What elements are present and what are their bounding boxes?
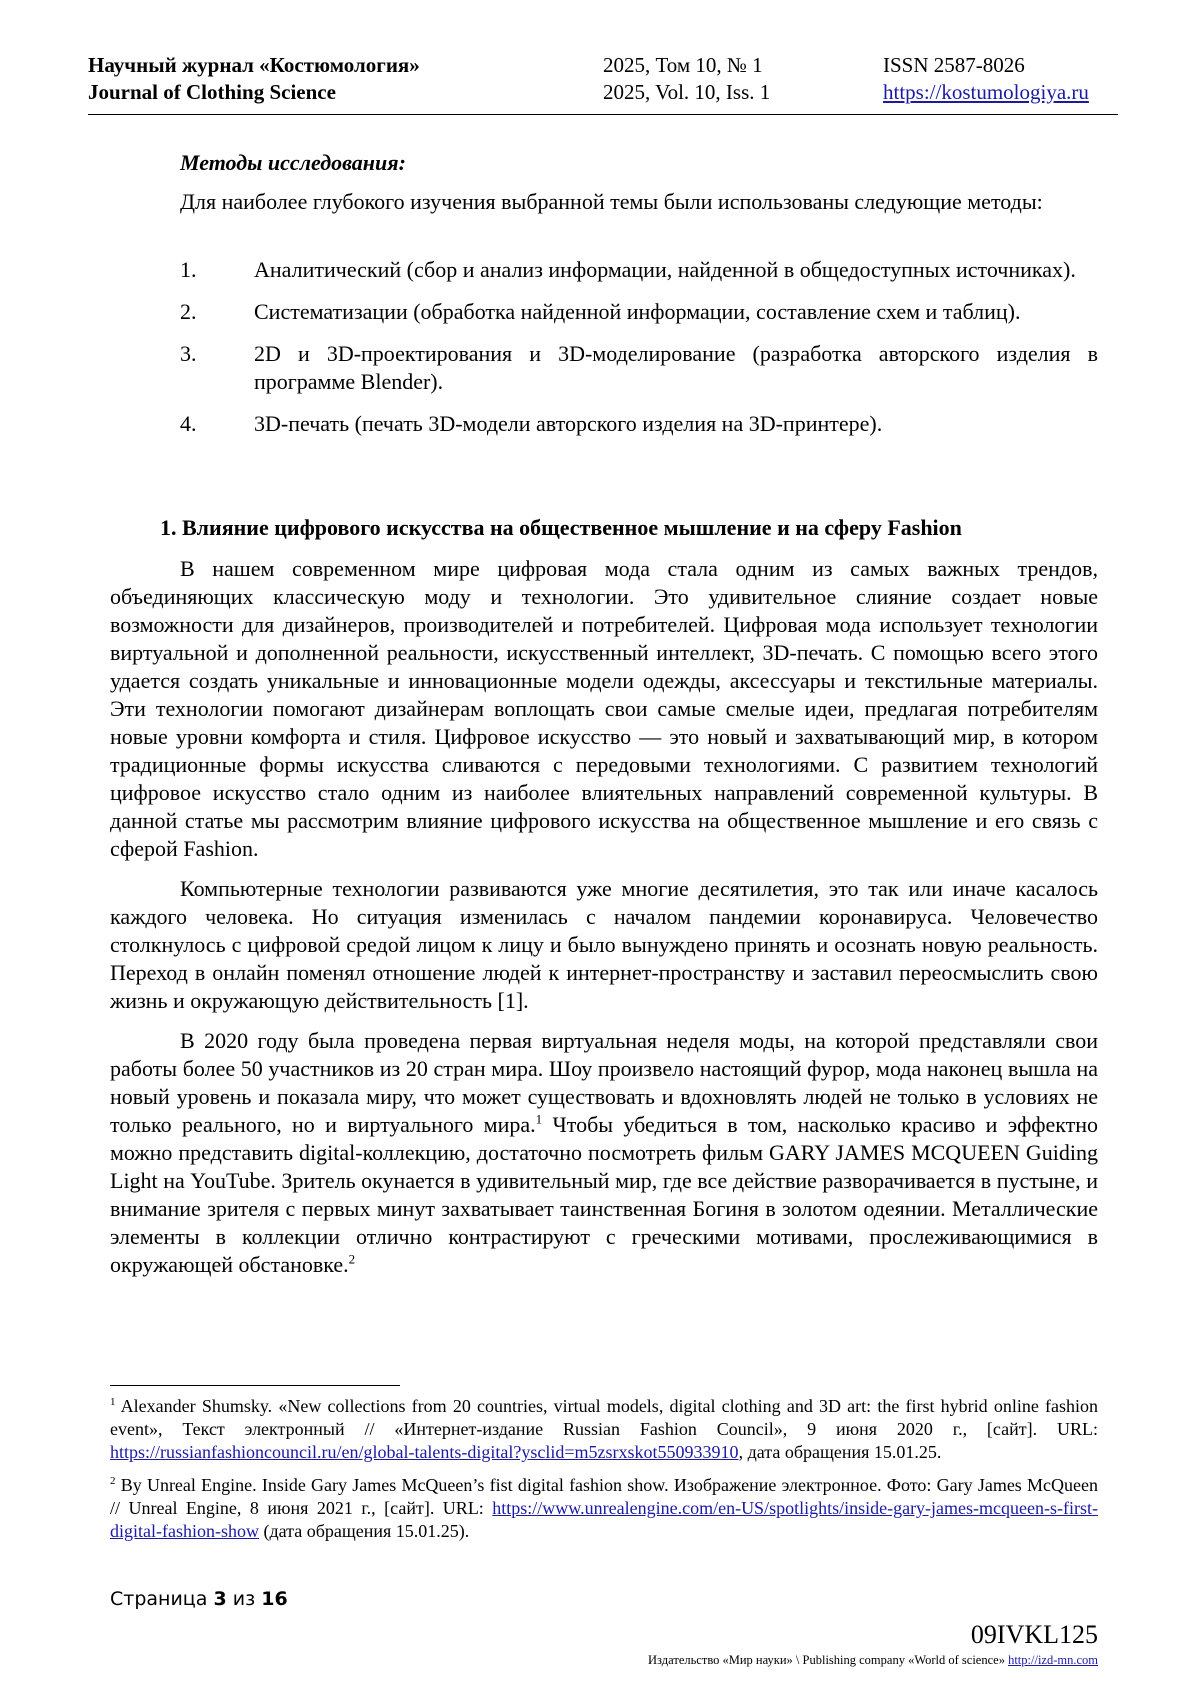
page-current: 3 — [213, 1588, 227, 1610]
list-item-number: 2. — [180, 299, 197, 324]
paragraph-1: В нашем современном мире цифровая мода стала одним из самых важных трендов, объединяющих классическую моду и технологии. Это удивительное слияние создает новые возможности для дизайнеров, производителей и потребителей. Цифровая мода использует технологии виртуальной и дополненной реальности, искусственный интеллект, 3D-печать. С помощью всего этого удается создать уникальные и инновационные модели одежды, аксессуары и текстильные материалы. Эти технологии помогают дизайнерам воплощать свои самые смелые идеи, предлагая потребителям новые уровни комфорта и стиля. Цифровое искусство — это новый и захватывающий мир, в котором традиционные формы искусства сливаются с передовыми технологиями. С развитием технологий цифровое искусство стало одним из наиболее влиятельных направлений современной культуры. В данной статье мы рассмотрим влияние цифрового искусства на общественное мышление и его связь с сферой Fashion. — [110, 556, 1098, 861]
footnote-mark: 2 — [110, 1475, 116, 1487]
footnote-divider — [110, 1385, 400, 1386]
list-item-number: 4. — [180, 411, 197, 436]
paragraph-2: Компьютерные технологии развиваются уже многие десятилетия, это так или иначе касалось каждого человека. Но ситуация изменилась с началом пандемии коронавируса. Человечество столкнулось с цифровой средой лицом к лицу и было вынуждено принять и осознать новую реальность. Переход в онлайн поменял отношение людей к интернет-пространству и заставил переосмыслить свою жизнь и окружающую действительность [1]. — [110, 876, 1098, 1013]
methods-title: Методы исследования: — [180, 150, 406, 175]
footnote-ref-1[interactable]: 1 — [535, 1111, 543, 1127]
footnote-link[interactable]: https://www.unrealengine.com/en-US/spotlights/inside-gary-james-mcqueen-s-first-digital-fashion-show — [110, 1498, 1098, 1541]
journal-title-ru: Научный журнал «Костюмология» — [88, 53, 420, 77]
page-of: из — [232, 1588, 256, 1610]
list-item-text: 2D и 3D-проектирования и 3D-моделирование (разработка авторского изделия в программе Blender). — [254, 341, 1098, 394]
section-body — [110, 555, 1098, 1291]
issn: ISSN 2587-8026 — [883, 53, 1025, 77]
list-item-text: 3D-печать (печать 3D-модели авторского изделия на 3D-принтере). — [254, 411, 883, 436]
methods-intro: Для наиболее глубокого изучения выбранной темы были использованы следующие методы: — [180, 189, 1043, 214]
issue-info — [603, 52, 770, 106]
issue-en: 2025, Vol. 10, Iss. 1 — [603, 80, 771, 104]
footnote-mark: 1 — [110, 1396, 116, 1408]
footnote-tail: (дата обращения 15.01.25). — [258, 1521, 470, 1541]
publisher-link[interactable]: http://izd-mn.com — [1008, 1653, 1098, 1667]
issue-ru: 2025, Том 10, № 1 — [603, 53, 763, 77]
footnote-link[interactable]: https://russianfashioncouncil.ru/en/global-talents-digital?ysclid=m5zsrxskot550933910 — [110, 1442, 739, 1462]
list-item — [180, 256, 1098, 284]
list-item — [180, 298, 1098, 326]
list-item-text: Аналитический (сбор и анализ информации, найденной в общедоступных источниках). — [254, 257, 1076, 282]
footnote-text: Alexander Shumsky. «New collections from 20 countries, virtual models, digital clothing and 3D art: the first hybrid online fashion event», Текст электронный // «Интернет-издание Russian Fashion Council», 9 июня 2020 г., [сайт]. URL: — [110, 1396, 1098, 1439]
footnote-tail: , дата обращения 15.01.25. — [738, 1442, 942, 1462]
footnote-2 — [110, 1474, 1098, 1543]
section-heading: 1. Влияние цифрового искусства на общественное мышление и на сферу Fashion — [160, 515, 962, 540]
footnote-1 — [110, 1395, 1098, 1464]
list-item-number: 3. — [180, 341, 197, 366]
list-item — [180, 340, 1098, 396]
list-item — [180, 410, 1098, 438]
footnote-text: By Unreal Engine. Inside Gary James McQueen’s fist digital fashion show. Изображение электронное. Фото: Gary James McQueen // Unreal Engine, 8 июня 2021 г., [сайт]. URL: — [110, 1475, 1098, 1518]
page-number — [110, 1588, 288, 1610]
publisher-line — [648, 1653, 1098, 1668]
issn-block — [883, 52, 1089, 106]
page-total: 16 — [261, 1588, 288, 1610]
footnotes — [110, 1395, 1098, 1553]
paragraph-3 — [110, 1027, 1098, 1279]
journal-title — [88, 52, 420, 106]
publisher-name: Издательство «Мир науки» \ Publishing company «World of science» — [648, 1653, 1005, 1667]
running-header — [88, 52, 1118, 115]
methods-list — [180, 256, 1098, 452]
footnote-ref-2[interactable]: 2 — [348, 1251, 356, 1267]
page-word: Страница — [110, 1588, 208, 1610]
journal-title-en: Journal of Clothing Science — [88, 80, 336, 104]
paragraph-3-part-b: Чтобы убедиться в том, насколько красиво и эффектно можно представить digital-коллекцию, достаточно посмотреть фильм GARY JAMES MCQUEEN Guiding Light на YouTube. Зритель окунается в удивительный мир, где все действие разворачивается в пустыне, и внимание зрителя с первых минут захватывает таинственная Богиня в золотом одеянии. Металлические элементы в коллекции отлично контрастируют с греческими мотивами, прослеживающимися в окружающей обстановке. — [110, 1112, 1099, 1277]
methods-intro-block — [110, 188, 1098, 216]
list-item-text: Систематизации (обработка найденной информации, составление схем и таблиц). — [254, 299, 1021, 324]
article-code: 09IVKL125 — [970, 1620, 1098, 1649]
journal-url-link[interactable]: https://kostumologiya.ru — [883, 80, 1089, 104]
paragraph-3-part-a: В 2020 году была проведена первая виртуальная неделя моды, на которой представляли свои работы более 50 участников из 20 стран мира. Шоу произвело настоящий фурор, мода наконец вышла на новый уровень и показала миру, что может существовать и вдохновлять людей не только в условиях не только реального, но и виртуального мира. — [110, 1028, 1098, 1137]
list-item-number: 1. — [180, 257, 197, 282]
